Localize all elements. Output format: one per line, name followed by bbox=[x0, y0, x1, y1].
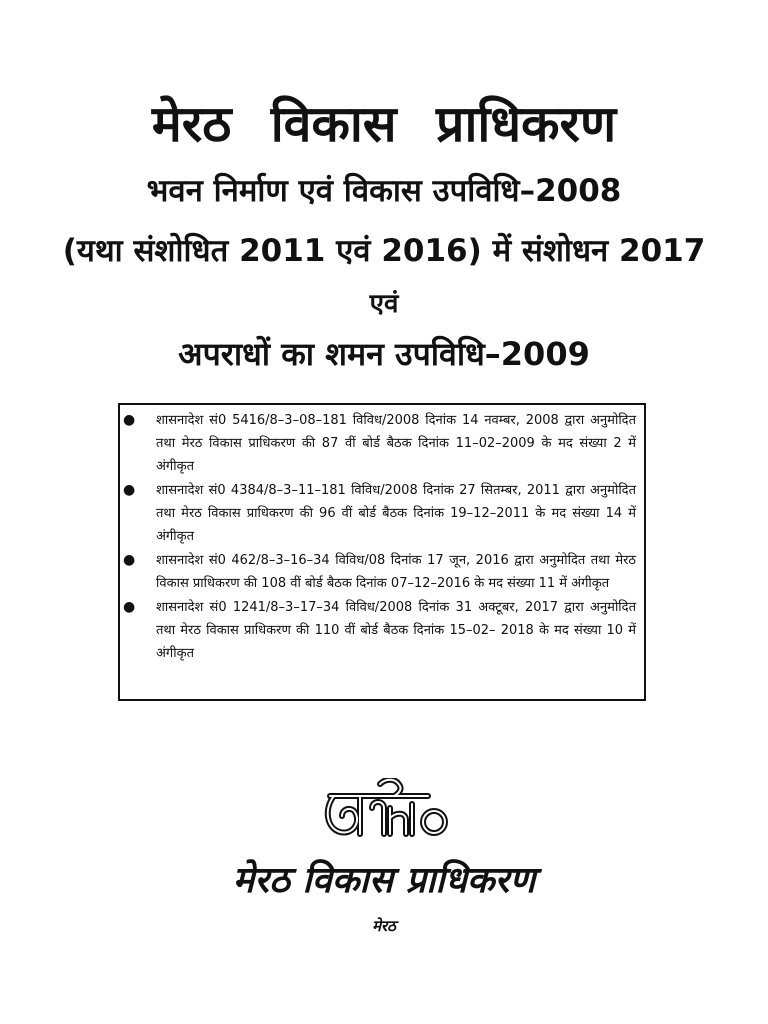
bullet-icon: ● bbox=[123, 552, 136, 568]
subtitle-compounding-bylaws-2009: अपराधों का शमन उपविधि–2009 bbox=[178, 335, 590, 373]
mda-logo-icon bbox=[320, 778, 452, 844]
bullet-icon: ● bbox=[123, 599, 136, 615]
order-text: शासनादेश सं0 5416/8–3–08–181 विविध/2008 दिनांक 14 नवम्बर, 2008 द्वारा अनुमोदित तथा मेरठ विकास प्राधिकरण की 87 वीं बोर्ड बैठक दिनांक 11–02–2009 के मद संख्या 2 में अंगीकृत bbox=[156, 413, 636, 474]
list-item bbox=[120, 409, 644, 478]
government-orders-box bbox=[118, 403, 646, 701]
order-text: शासनादेश सं0 1241/8–3–17–34 विविध/2008 दिनांक 31 अक्टूबर, 2017 द्वारा अनुमोदित तथा मेरठ विकास प्राधिकरण की 110 वीं बोर्ड बैठक दिनांक 15–02– 2018 के मद संख्या 10 में अंगीकृत bbox=[156, 600, 636, 661]
bullet-icon: ● bbox=[123, 412, 136, 428]
subtitle-bylaws-2008: भवन निर्माण एवं विकास उपविधि–2008 bbox=[146, 173, 622, 209]
list-item bbox=[120, 479, 644, 548]
list-item bbox=[120, 549, 644, 595]
footer-city: मेरठ bbox=[372, 917, 396, 935]
footer-org-name: मेरठ विकास प्राधिकरण bbox=[232, 860, 536, 901]
government-orders-list bbox=[120, 405, 644, 665]
subtitle-conjunction: एवं bbox=[369, 289, 399, 319]
bullet-icon: ● bbox=[123, 482, 136, 498]
order-text: शासनादेश सं0 4384/8–3–11–181 विविध/2008 दिनांक 27 सितम्बर, 2011 द्वारा अनुमोदित तथा मेरठ विकास प्राधिकरण की 96 वीं बोर्ड बैठक दिनांक 19–12–2011 के मद संख्या 14 में अंगीकृत bbox=[156, 483, 636, 544]
order-text: शासनादेश सं0 462/8–3–16–34 विविध/08 दिनांक 17 जून, 2016 द्वारा अनुमोदित तथा मेरठ विकास प्राधिकरण की 108 वीं बोर्ड बैठक दिनांक 07–12–2016 के मद संख्या 11 में अंगीकृत bbox=[156, 553, 636, 591]
list-item bbox=[120, 596, 644, 665]
subtitle-amendment-2017: (यथा संशोधित 2011 एवं 2016) में संशोधन 2017 bbox=[62, 233, 706, 269]
page-title: मेरठ विकास प्राधिकरण bbox=[151, 95, 617, 153]
